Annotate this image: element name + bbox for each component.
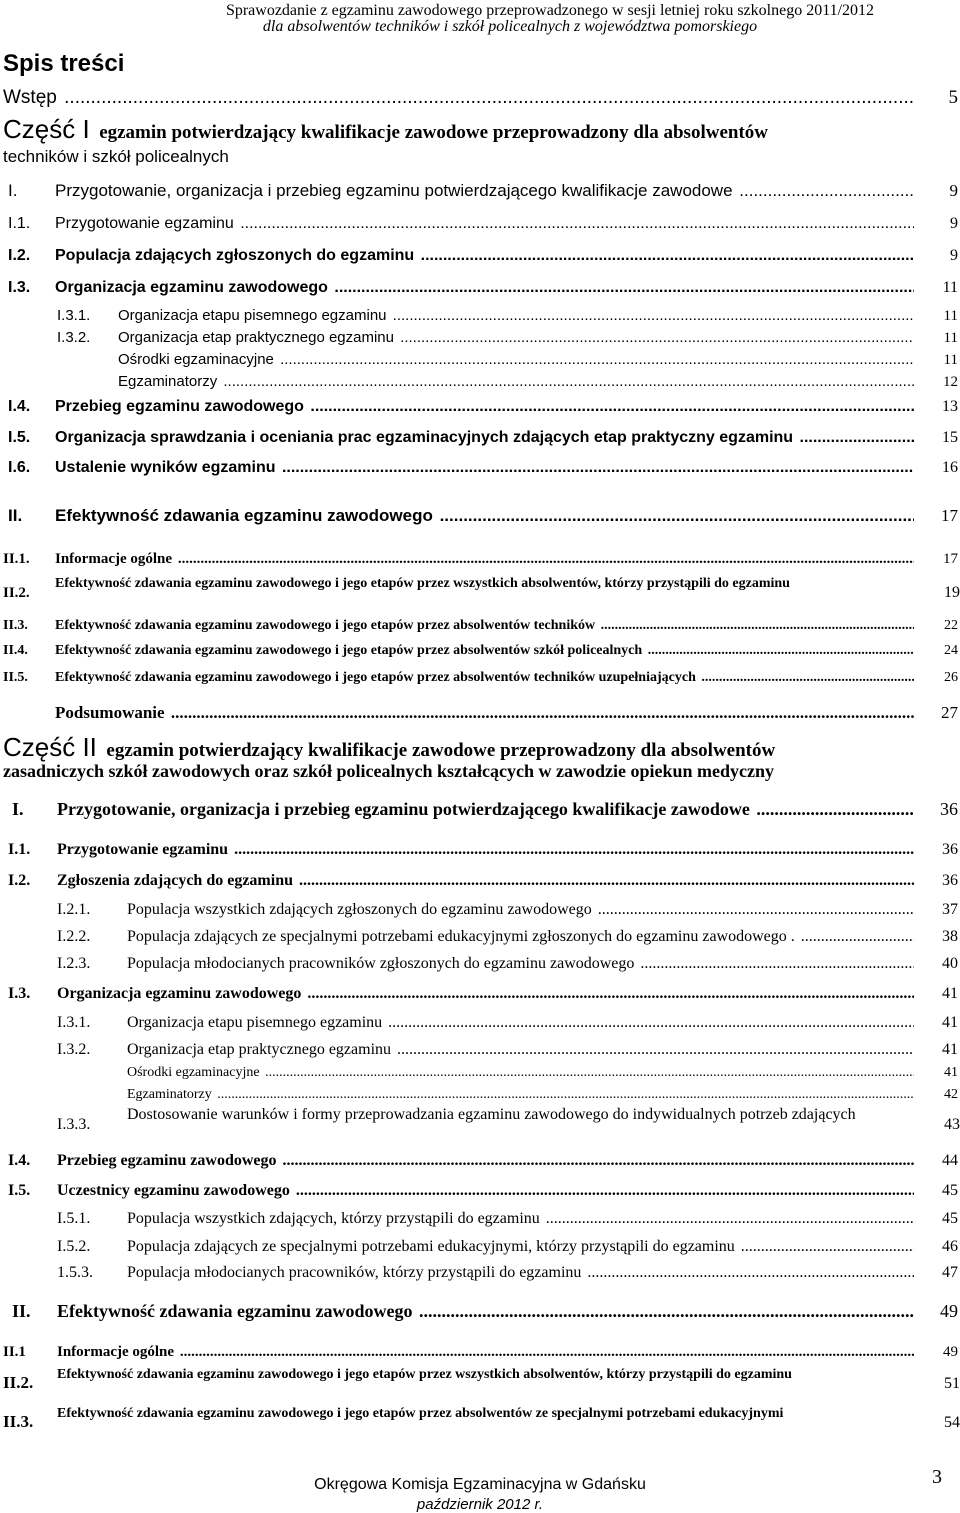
toc-entry-part1-14[interactable] — [0, 616, 958, 636]
toc-entry-page: 49 — [943, 1344, 958, 1360]
toc-entry-number: I.3.2. — [57, 1041, 91, 1058]
toc-entry-number: II.3. — [3, 1412, 34, 1431]
toc-entry-part1-0[interactable] — [0, 180, 958, 202]
toc-entry-title: Populacja zdających ze specjalnymi potrzebami edukacyjnymi, którzy przystąpili do egzaminu — [127, 1238, 735, 1255]
toc-entry-part1-9[interactable] — [0, 427, 958, 449]
toc-entry-title: Uczestnicy egzaminu zawodowego — [57, 1182, 290, 1199]
toc-entry-title: Ustalenie wyników egzaminu — [55, 459, 276, 476]
toc-entry-page: 42 — [944, 1087, 958, 1102]
toc-entry-title: Egzaminatorzy — [118, 373, 218, 390]
toc-entry-page: 37 — [942, 901, 958, 918]
toc-entry-number: II.4. — [3, 643, 28, 658]
toc-entry-title: Ośrodki egzaminacyjne — [127, 1065, 260, 1080]
toc-entry-page: 36 — [940, 799, 958, 819]
toc-entry-page: 11 — [943, 308, 958, 324]
toc-entry-part2-13[interactable] — [0, 1180, 958, 1202]
toc-entry-number: I.1. — [8, 841, 31, 858]
toc-entry-number: II.1. — [3, 551, 30, 567]
toc-entry-page: 41 — [942, 1014, 958, 1031]
toc-entry-title: Efektywność zdawania egzaminu zawodowego i jego etapów przez absolwentów szkół policealnych — [55, 643, 643, 658]
toc-entry-number: I.3.3. — [57, 1116, 91, 1133]
toc-entry-page: 27 — [941, 703, 958, 722]
toc-entry-page: 19 — [944, 584, 960, 601]
toc-entry-number: I.3. — [8, 279, 31, 296]
toc-entry-number: I.1. — [8, 215, 31, 232]
toc-entry-number: II.1 — [3, 1344, 26, 1360]
toc-entry-number: 1.5.3. — [57, 1264, 93, 1281]
toc-entry-title: Efektywność zdawania egzaminu zawodowego i jego etapów przez absolwentów techników — [55, 618, 596, 633]
toc-entry-page: 41 — [942, 985, 958, 1002]
toc-entry-page: 36 — [942, 841, 958, 858]
toc-entry-page: 41 — [942, 1041, 958, 1058]
toc-entry-part2-4[interactable] — [0, 926, 958, 948]
toc-entry-title: Informacje ogólne — [57, 1344, 175, 1360]
toc-entry-number: II.3. — [3, 618, 28, 633]
toc-entry-number: I.6. — [8, 459, 31, 476]
toc-entry-part2-10[interactable] — [0, 1085, 958, 1105]
toc-entry-number: I.5.1. — [57, 1210, 91, 1227]
header-line-2: dla absolwentów techników i szkół policealnych z województwa pomorskiego — [262, 18, 758, 35]
toc-entry-title: Organizacja sprawdzania i oceniania prac egzaminacyjnych zdających etap praktyczny egzaminu — [55, 429, 794, 446]
toc-entry-title: Populacja zdających ze specjalnymi potrzebami edukacyjnymi zgłoszonych do egzaminu zawodowego . — [127, 928, 795, 945]
part-1-heading — [3, 114, 903, 144]
toc-entry-page: 24 — [944, 643, 958, 658]
toc-entry-title: Populacja wszystkich zdających, którzy przystąpili do egzaminu — [127, 1210, 540, 1227]
toc-entry-part1-4[interactable] — [0, 306, 958, 326]
toc-entry-title: Informacje ogólne — [55, 551, 173, 567]
footer-organization: Okręgowa Komisja Egzaminacyjna w Gdańsku — [314, 1476, 646, 1493]
toc-entry-page: 45 — [942, 1182, 958, 1199]
toc-entry-page: 43 — [944, 1116, 960, 1133]
toc-entry-title: Efektywność zdawania egzaminu zawodowego i jego etapów przez absolwentów techników uzupełniających — [55, 670, 696, 685]
toc-entry-part2-14[interactable] — [0, 1208, 958, 1230]
toc-entry-page: 26 — [944, 670, 958, 685]
toc-title: Spis treści — [3, 50, 125, 77]
toc-entry-title: Podsumowanie — [55, 703, 165, 722]
toc-entry-number: I.2.1. — [57, 901, 91, 918]
toc-entry-page: 15 — [942, 429, 958, 446]
toc-entry-number: I.5. — [8, 429, 31, 446]
toc-entry-page: 36 — [942, 872, 958, 889]
toc-entry-page: 16 — [942, 459, 958, 476]
toc-entry-title: Zgłoszenia zdających do egzaminu — [57, 872, 293, 889]
header-line-1: Sprawozdanie z egzaminu zawodowego przeprowadzonego w sesji letniej roku szkolnego 2011/2012 — [225, 2, 875, 19]
toc-entry-number: II.5. — [3, 670, 28, 685]
toc-entry-title: Przygotowanie egzaminu — [55, 215, 234, 232]
toc-entry-title: Populacja młodocianych pracowników, którzy przystąpili do egzaminu — [127, 1264, 582, 1281]
toc-entry-number: I.4. — [8, 1152, 31, 1169]
toc-entry-part2-20[interactable] — [0, 1405, 960, 1443]
toc-entry-page: 9 — [950, 247, 958, 264]
toc-entry-page: 17 — [941, 506, 958, 525]
toc-entry-intro[interactable] — [0, 86, 958, 110]
toc-entry-page: 22 — [944, 618, 958, 633]
part-2-heading-line-2: zasadniczych szkół zawodowych oraz szkół policealnych kształcących w zawodzie opiekun medyczny — [3, 761, 774, 781]
toc-entry-title: Organizacja etapu pisemnego egzaminu — [118, 307, 387, 324]
toc-entry-part2-7[interactable] — [0, 1012, 958, 1034]
toc-entry-title: Dostosowanie warunków i formy przeprowadzania egzaminu zawodowego do indywidualnych potrzeb zdających — [127, 1106, 856, 1123]
toc-entry-part1-15[interactable] — [0, 641, 958, 661]
toc-entry-title: Efektywność zdawania egzaminu zawodowego i jego etapów przez wszystkich absolwentów, którzy przystąpili do egzaminu — [57, 1367, 792, 1382]
toc-entry-part2-12[interactable] — [0, 1150, 958, 1172]
toc-entry-page: 49 — [940, 1301, 958, 1321]
toc-entry-number: I. — [8, 181, 18, 200]
toc-entry-number: I. — [12, 799, 24, 819]
toc-entry-page: 5 — [948, 87, 958, 108]
toc-entry-page: 45 — [942, 1210, 958, 1227]
part-2-title: egzamin potwierdzający kwalifikacje zawodowe przeprowadzony dla absolwentów — [106, 740, 776, 761]
toc-entry-part2-8[interactable] — [0, 1039, 958, 1061]
toc-entry-part1-10[interactable] — [0, 457, 958, 479]
toc-entry-title: Przygotowanie egzaminu — [57, 841, 229, 858]
toc-entry-page: 38 — [942, 928, 958, 945]
part-2-heading — [3, 732, 903, 762]
toc-entry-part1-6[interactable] — [0, 350, 958, 370]
toc-entry-part1-16[interactable] — [0, 668, 958, 688]
toc-entry-title: Organizacja egzaminu zawodowego — [57, 985, 302, 1002]
toc-entry-part2-1[interactable] — [0, 839, 958, 861]
toc-entry-title: Organizacja etap praktycznego egzaminu — [118, 329, 394, 346]
toc-entry-page: 11 — [943, 330, 958, 346]
toc-entry-title: Przygotowanie, organizacja i przebieg egzaminu potwierdzającego kwalifikacje zawodowe — [57, 799, 750, 819]
toc-entry-page: 51 — [944, 1375, 960, 1392]
toc-entry-part1-5[interactable] — [0, 328, 958, 348]
toc-entry-part2-16[interactable] — [0, 1262, 958, 1284]
toc-entry-page: 11 — [942, 279, 958, 296]
toc-entry-number: I.4. — [8, 398, 31, 415]
toc-entry-number: I.3.1. — [57, 1014, 91, 1031]
toc-entry-part1-3[interactable] — [0, 277, 958, 299]
toc-entry-part2-11[interactable] — [0, 1105, 960, 1147]
toc-entry-title: Efektywność zdawania egzaminu zawodowego i jego etapów przez absolwentów ze specjalnymi potrzebami edukacyjnymi — [57, 1406, 784, 1421]
footer-date: październik 2012 r. — [416, 1496, 544, 1513]
toc-entry-number: I.3.2. — [57, 329, 91, 346]
toc-entry-part1-1[interactable] — [0, 213, 958, 235]
toc-entry-title: Populacja młodocianych pracowników zgłoszonych do egzaminu zawodowego — [127, 955, 635, 972]
toc-entry-part1-12[interactable] — [0, 549, 958, 569]
toc-entry-page: 41 — [944, 1065, 958, 1080]
toc-entry-page: 13 — [942, 398, 958, 415]
toc-entry-part1-7[interactable] — [0, 372, 958, 392]
toc-entry-title: Populacja zdających zgłoszonych do egzaminu — [55, 247, 415, 264]
toc-entry-page: 11 — [943, 352, 958, 368]
toc-entry-part1-13[interactable] — [0, 575, 960, 615]
toc-entry-part1-11[interactable] — [0, 505, 958, 527]
toc-entry-number: I.2. — [8, 872, 31, 889]
toc-entry-part1-8[interactable] — [0, 396, 958, 418]
toc-entry-part2-0[interactable] — [0, 797, 958, 821]
toc-entry-title: Efektywność zdawania egzaminu zawodowego — [57, 1301, 413, 1321]
toc-entry-part2-2[interactable] — [0, 870, 958, 892]
toc-entry-page: 44 — [942, 1152, 958, 1169]
toc-entry-title: Efektywność zdawania egzaminu zawodowego i jego etapów przez wszystkich absolwentów, którzy przystąpili do egzaminu — [55, 576, 790, 591]
toc-entry-page: 9 — [950, 215, 958, 232]
toc-entry-number: I.2.3. — [57, 955, 91, 972]
toc-entry-part2-18[interactable] — [0, 1342, 958, 1362]
toc-entry-number: I.2. — [8, 247, 31, 264]
toc-entry-page: 9 — [949, 181, 958, 200]
toc-entry-number: II.2. — [3, 1373, 34, 1392]
toc-entry-part2-9[interactable] — [0, 1063, 958, 1083]
toc-entry-number: I.3. — [8, 985, 31, 1002]
toc-entry-page: 17 — [943, 551, 958, 567]
toc-entry-part2-17[interactable] — [0, 1299, 958, 1323]
page-number: 3 — [932, 1466, 942, 1488]
toc-entry-page: 46 — [942, 1238, 958, 1255]
toc-entry-number: I.5. — [8, 1182, 31, 1199]
toc-entry-page: 12 — [943, 374, 958, 390]
toc-entry-page: 47 — [942, 1264, 958, 1281]
toc-entry-part2-15[interactable] — [0, 1236, 958, 1258]
toc-entry-part2-6[interactable] — [0, 983, 958, 1005]
part-1-label: Część I — [3, 114, 90, 144]
toc-entry-part2-5[interactable] — [0, 953, 958, 975]
toc-entry-title: Populacja wszystkich zdających zgłoszonych do egzaminu zawodowego — [127, 901, 592, 918]
toc-entry-title: Organizacja egzaminu zawodowego — [55, 279, 328, 296]
toc-entry-title: Ośrodki egzaminacyjne — [118, 351, 274, 368]
toc-entry-number: I.5.2. — [57, 1238, 91, 1255]
toc-entry-part1-17[interactable] — [0, 702, 958, 724]
toc-entry-title: Efektywność zdawania egzaminu zawodowego — [55, 506, 433, 525]
toc-entry-part2-19[interactable] — [0, 1366, 960, 1404]
toc-entry-number: I.3.1. — [57, 307, 91, 324]
toc-entry-title: Organizacja etap praktycznego egzaminu — [127, 1041, 392, 1058]
toc-entry-title: Przygotowanie, organizacja i przebieg egzaminu potwierdzającego kwalifikacje zawodowe — [55, 181, 733, 200]
toc-entry-title: Organizacja etapu pisemnego egzaminu — [127, 1014, 383, 1031]
toc-entry-title: Egzaminatorzy — [127, 1087, 212, 1102]
toc-entry-number: II. — [8, 506, 23, 525]
part-1-title: egzamin potwierdzający kwalifikacje zawodowe przeprowadzony dla absolwentów — [99, 122, 769, 143]
toc-entry-part2-3[interactable] — [0, 899, 958, 921]
toc-entry-title: Przebieg egzaminu zawodowego — [57, 1152, 277, 1169]
toc-entry-number: II. — [12, 1301, 31, 1321]
toc-entry-title: Przebieg egzaminu zawodowego — [55, 398, 304, 415]
part-1-heading-line-2: techników i szkół policealnych — [3, 147, 229, 166]
toc-entry-number: II.2. — [3, 585, 30, 601]
toc-entry-number: I.2.2. — [57, 928, 91, 945]
toc-entry-page: 54 — [944, 1414, 960, 1431]
part-2-label: Część II — [3, 732, 97, 762]
toc-entry-title: Wstęp — [3, 87, 57, 108]
toc-entry-page: 40 — [942, 955, 958, 972]
toc-entry-part1-2[interactable] — [0, 245, 958, 267]
